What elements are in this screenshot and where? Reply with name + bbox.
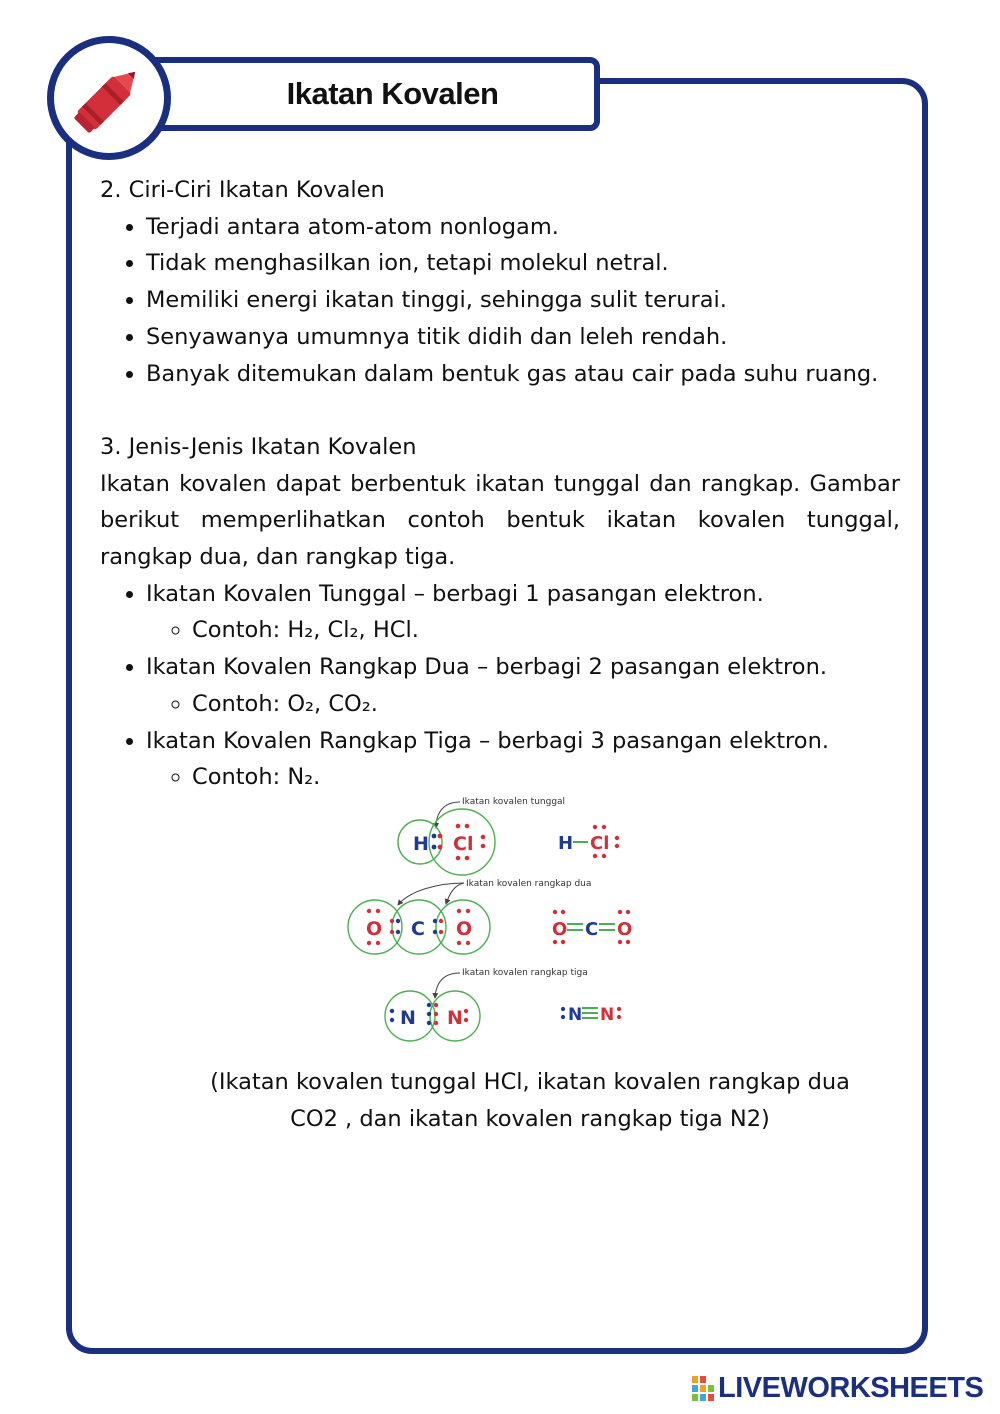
hcl-structure — [558, 825, 619, 858]
section-3-heading: 3. Jenis-Jenis Ikatan Kovalen — [100, 433, 417, 460]
svg-text:O: O — [617, 919, 633, 940]
atom-n: N — [400, 1007, 416, 1029]
caption-line: CO2 , dan ikatan kovalen rangkap tiga N2) — [290, 1105, 770, 1132]
list-item — [146, 723, 900, 796]
content — [100, 172, 900, 796]
bond-types-list — [100, 576, 900, 796]
list-item: • Memiliki energi ikatan tinggi, sehingga sulit terurai. — [146, 282, 900, 319]
atom-o: O — [456, 918, 473, 940]
atom-h: H — [413, 833, 429, 855]
list-item: • Banyak ditemukan dalam bentuk gas atau cair pada suhu ruang. — [146, 356, 900, 393]
bond-type-label: Ikatan Kovalen Tunggal – berbagi 1 pasangan elektron. — [146, 580, 764, 607]
hcl-dot-diagram — [398, 797, 565, 875]
covalent-bond-diagram — [340, 790, 650, 1050]
crayon-badge — [47, 36, 171, 160]
caption-line: (Ikatan kovalen tunggal HCl, ikatan kovalen rangkap dua — [210, 1069, 850, 1095]
single-bond-label: Ikatan kovalen tunggal — [462, 797, 566, 807]
atom-n: N — [447, 1007, 463, 1029]
list-item: • Terjadi antara atom-atom nonlogam. — [146, 209, 900, 246]
liveworksheets-brand — [692, 1370, 983, 1406]
bond-type-label: Ikatan Kovalen Rangkap Tiga – berbagi 3 pasangan elektron. — [146, 727, 829, 754]
atom-c: C — [411, 918, 425, 940]
diagram-caption — [130, 1064, 930, 1137]
svg-text:H: H — [558, 833, 574, 854]
bond-type-label: Ikatan Kovalen Rangkap Dua – berbagi 2 pasangan elektron. — [146, 654, 827, 681]
crayon-icon — [54, 43, 164, 153]
section-2-heading: 2. Ciri-Ciri Ikatan Kovalen — [100, 177, 385, 203]
svg-text:N: N — [600, 1005, 615, 1025]
section-3-intro: Ikatan kovalen dapat berbentuk ikatan tunggal dan rangkap. Gambar berikut memperlihatkan contoh bentuk ikatan kovalen tunggal, rangkap dua, dan rangkap tiga. — [100, 470, 900, 571]
brand-name: LIVEWORKSHEETS — [718, 1371, 984, 1404]
svg-text:N: N — [568, 1005, 583, 1025]
triple-bond-label: Ikatan kovalen rangkap tiga — [462, 968, 588, 978]
list-item — [146, 649, 900, 722]
title-banner — [145, 57, 600, 131]
double-bond-label: Ikatan kovalen rangkap dua — [466, 879, 592, 889]
bond-example: ◦ Contoh: N₂. — [192, 759, 900, 796]
co2-structure — [552, 910, 632, 944]
n2-structure — [561, 1005, 621, 1025]
bond-example: ◦ Contoh: H₂, Cl₂, HCl. — [192, 612, 900, 649]
atom-o: O — [366, 918, 383, 940]
svg-text:O: O — [552, 919, 568, 940]
list-item — [146, 576, 900, 649]
n2-dot-diagram — [385, 968, 588, 1041]
characteristics-list — [100, 209, 900, 393]
atom-cl: Cl — [453, 833, 474, 855]
bond-example: ◦ Contoh: O₂, CO₂. — [192, 686, 900, 723]
svg-text:Cl: Cl — [590, 833, 610, 854]
list-item: • Senyawanya umumnya titik didih dan leleh rendah. — [146, 319, 900, 356]
list-item: • Tidak menghasilkan ion, tetapi molekul netral. — [146, 245, 900, 282]
page-title: Ikatan Kovalen — [286, 76, 499, 111]
liveworksheets-logo-icon — [692, 1374, 714, 1402]
svg-text:C: C — [585, 919, 599, 940]
